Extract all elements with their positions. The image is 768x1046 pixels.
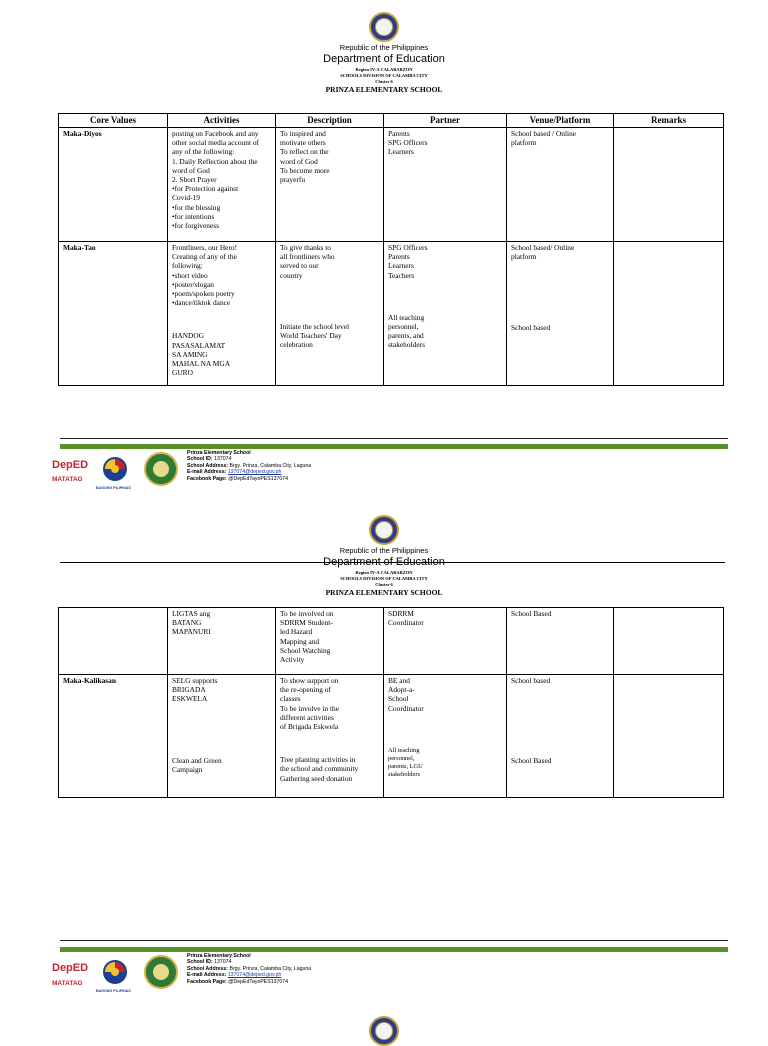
- cell-text: Teachers: [388, 270, 415, 280]
- core-value-cell: Maka-Tao: [59, 242, 168, 386]
- cell-text: Learners: [388, 147, 414, 157]
- cell-text: MAPANURI: [172, 627, 211, 637]
- matatag-logo: MATATAG: [52, 980, 83, 987]
- cell-text: BATANG: [172, 618, 202, 628]
- cell-text: 2. Short Prayer: [172, 175, 217, 185]
- partner-cell: [384, 675, 507, 798]
- cell-text: SA AMING: [172, 349, 208, 359]
- cell-text: motivate others: [280, 138, 326, 148]
- header-venue: Venue/Platform: [507, 114, 614, 128]
- activities-cell: [168, 242, 276, 386]
- cell-text: platform: [511, 138, 537, 148]
- description-cell: [276, 128, 384, 242]
- cell-text: personnel,: [388, 754, 415, 762]
- footer-email: E-mail Address: 137074@deped.gov.ph: [187, 972, 282, 979]
- table-header-row: [59, 114, 724, 128]
- table-row: [59, 608, 724, 675]
- venue-cell: [507, 242, 614, 386]
- remarks-cell: [614, 242, 724, 386]
- cell-text: •for Protection against: [172, 184, 239, 194]
- cell-text: other social media account of: [172, 138, 260, 148]
- school-title: PRINZA ELEMENTARY SCHOOL: [325, 85, 443, 94]
- header-description: Description: [276, 114, 384, 128]
- email-link[interactable]: 137074@deped.gov.ph: [227, 469, 282, 476]
- activities-cell: [168, 608, 276, 675]
- cell-text: School based/ Online: [511, 243, 575, 252]
- footer-address: School Address: Brgy. Prinza, Calamba City, Laguna: [187, 965, 312, 972]
- venue-cell: [507, 128, 614, 242]
- footer-divider: [60, 438, 728, 439]
- footer-green-bar: [60, 444, 728, 449]
- cell-text: To inspired and: [280, 129, 326, 138]
- activities-cell: [168, 128, 276, 242]
- cell-text: School: [388, 694, 409, 704]
- facebook-link[interactable]: @DepEdTayoPES137074: [228, 475, 289, 482]
- cell-text: word of God: [280, 156, 318, 166]
- cell-text: MAHAL NA MGA: [172, 359, 231, 369]
- cell-text: World Teachers' Day: [280, 331, 342, 341]
- cell-text: SPG Officers: [388, 243, 428, 252]
- cell-text: word of God: [172, 165, 210, 175]
- bagong-pilipinas-label: BAGONG PILIPINAS: [96, 989, 131, 993]
- cell-text: following:: [172, 261, 203, 271]
- cell-text: HANDOG: [172, 331, 205, 341]
- cell-text: stakeholders: [388, 340, 425, 350]
- cell-text: Frontliners, our Hero!: [172, 243, 238, 252]
- cell-text: Tree planting activities in: [280, 755, 356, 765]
- department-title: Department of Education: [323, 53, 445, 65]
- cell-text: parents, LGU: [388, 762, 423, 770]
- cell-text: School Based: [511, 609, 552, 618]
- description-cell: [276, 608, 384, 675]
- republic-title: Republic of the Philippines: [339, 43, 429, 52]
- cell-text: the re-opening of: [280, 685, 331, 695]
- cell-text: any of the following:: [172, 147, 235, 157]
- partner-cell: [384, 128, 507, 242]
- matatag-logo: MATATAG: [52, 476, 83, 483]
- table-row: [59, 675, 724, 798]
- division-title: SCHOOLS DIVISION OF CALAMBA CITY: [340, 73, 428, 78]
- cell-text: Mapping and: [280, 636, 320, 646]
- school-title: PRINZA ELEMENTARY SCHOOL: [325, 588, 443, 597]
- region-title: Region IV-A CALABARZON: [355, 67, 413, 72]
- cell-text: Campaign: [172, 764, 203, 774]
- cell-text: ESKWELA: [172, 694, 208, 704]
- cell-text: To reflect on the: [280, 147, 329, 157]
- cell-text: stakeholders: [388, 770, 420, 778]
- remarks-cell: [614, 128, 724, 242]
- partner-cell: [384, 242, 507, 386]
- cell-text: Parents: [388, 129, 410, 138]
- description-cell: [276, 675, 384, 798]
- cluster-title: Cluster 6: [375, 79, 393, 84]
- cell-text: SDRRM Student-: [280, 618, 333, 628]
- footer-school-name: Prinza Elementary School: [187, 450, 251, 456]
- cell-text: Covid-19: [172, 193, 200, 203]
- footer-school-id: School ID: 137074: [187, 959, 232, 966]
- cell-text: of Brigada Eskwela: [280, 722, 339, 732]
- cell-text: SPG Officers: [388, 138, 428, 148]
- cell-text: SELG supports: [172, 676, 218, 685]
- activities-cell: [168, 675, 276, 798]
- cell-text: the school and community: [280, 764, 359, 774]
- cell-text: To show support on: [280, 676, 339, 685]
- footer-info: [187, 450, 311, 482]
- cell-text: To be involve in the: [280, 703, 340, 713]
- cell-text: Learners: [388, 261, 414, 271]
- cell-text: School based: [511, 676, 551, 685]
- deped-logo: DepED: [52, 962, 89, 974]
- cell-text: Creating of any of the: [172, 252, 237, 262]
- cell-text: BRIGADA: [172, 685, 206, 695]
- region-title: Region IV-A CALABARZON: [355, 570, 413, 575]
- cluster-title: Cluster 6: [375, 582, 393, 587]
- header-partner: Partner: [384, 114, 507, 128]
- facebook-link[interactable]: @DepEdTayoPES137074: [228, 978, 289, 985]
- footer-facebook: Facebook Page: @DepEdTayoPES137074: [187, 978, 289, 985]
- republic-title: Republic of the Philippines: [339, 546, 429, 555]
- cell-text: •poem/spoken poetry: [172, 289, 235, 299]
- email-link[interactable]: 137074@deped.gov.ph: [227, 972, 282, 979]
- cell-text: To be involved on: [280, 609, 334, 618]
- cell-text: posting on Facebook and any: [172, 129, 259, 138]
- partner-cell: [384, 608, 507, 675]
- cell-text: All teaching: [388, 746, 420, 754]
- cell-text: BE and: [388, 676, 410, 685]
- remarks-cell: [614, 608, 724, 675]
- description-cell: [276, 242, 384, 386]
- cell-text: To give thanks to: [280, 243, 332, 252]
- header-remarks: Remarks: [614, 114, 724, 128]
- footer-divider: [60, 940, 728, 941]
- core-value-cell: [59, 608, 168, 675]
- bagong-pilipinas-logo-icon: [100, 455, 130, 485]
- footer-email: E-mail Address: 137074@deped.gov.ph: [187, 469, 282, 476]
- cell-text: •dance/tiktok dance: [172, 298, 231, 308]
- cell-text: Clean and Green: [172, 755, 222, 765]
- deped-seal-icon: [369, 515, 399, 545]
- core-value-cell: Maka-Kalikasan: [59, 675, 168, 798]
- cell-text: platform: [511, 252, 537, 262]
- deped-logo: DepED: [52, 459, 89, 471]
- cell-text: •for the blessing: [172, 202, 221, 212]
- footer-school-name: Prinza Elementary School: [187, 953, 251, 959]
- footer-address: School Address: Brgy. Prinza, Calamba City, Laguna: [187, 462, 312, 469]
- cell-text: GURO: [172, 368, 193, 378]
- cell-text: School Based: [511, 756, 552, 766]
- cell-text: •for forgiveness: [172, 221, 219, 231]
- department-title: Department of Education: [323, 556, 445, 568]
- cell-text: parents, and: [388, 331, 424, 341]
- venue-cell: [507, 608, 614, 675]
- venue-cell: [507, 675, 614, 798]
- cell-text: all frontliners who: [280, 252, 335, 262]
- cell-text: Parents: [388, 252, 410, 262]
- cell-text: served to our: [280, 261, 319, 271]
- bagong-pilipinas-label: BAGONG PILIPINAS: [96, 486, 131, 490]
- cell-text: LIGTAS ang: [172, 609, 211, 618]
- cell-text: 1. Daily Reflection about the: [172, 156, 258, 166]
- activity-plan-table-page2: [58, 607, 724, 798]
- cell-text: •poster/slogan: [172, 279, 214, 289]
- bagong-pilipinas-logo-icon: [100, 958, 130, 988]
- deped-seal-icon: [369, 12, 399, 42]
- header-activities: Activities: [168, 114, 276, 128]
- core-value-cell: Maka-Diyos: [59, 128, 168, 242]
- cell-text: School Watching: [280, 645, 331, 655]
- cell-text: •short video: [172, 270, 208, 280]
- school-seal-icon: [144, 955, 178, 989]
- cell-text: •for intentions: [172, 211, 215, 221]
- cell-text: different activities: [280, 712, 334, 722]
- cell-text: All teaching: [388, 312, 425, 322]
- cell-text: prayerfu: [280, 175, 306, 185]
- division-title: SCHOOLS DIVISION OF CALAMBA CITY: [340, 576, 428, 581]
- cell-text: Adopt-a-: [388, 685, 415, 695]
- cell-text: SDRRM: [388, 609, 414, 618]
- cell-text: School based / Online: [511, 129, 577, 138]
- cell-text: Gathering seed donation: [280, 773, 353, 783]
- cell-text: School based: [511, 323, 551, 333]
- school-seal-icon: [144, 452, 178, 486]
- footer-info: [187, 953, 311, 985]
- cell-text: led Hazard: [280, 627, 313, 637]
- table-row: [59, 242, 724, 386]
- remarks-cell: [614, 675, 724, 798]
- cell-text: personnel,: [388, 322, 419, 332]
- deped-seal-icon: [369, 1016, 399, 1046]
- cell-text: classes: [280, 694, 301, 704]
- footer-green-bar: [60, 947, 728, 952]
- footer-facebook: Facebook Page: @DepEdTayoPES137074: [187, 475, 289, 482]
- cell-text: celebration: [280, 340, 313, 350]
- cell-text: Coordinator: [388, 618, 424, 628]
- cell-text: Activity: [280, 655, 305, 665]
- cell-text: To become more: [280, 165, 330, 175]
- header-core-values: Core Values: [59, 114, 168, 128]
- table-row: [59, 128, 724, 242]
- cell-text: Initiate the school level: [280, 321, 350, 331]
- cell-text: PASASALAMAT: [172, 340, 226, 350]
- footer-school-id: School ID: 137074: [187, 456, 232, 463]
- activity-plan-table-page1: [58, 113, 724, 386]
- cell-text: Coordinator: [388, 703, 424, 713]
- cell-text: country: [280, 270, 303, 280]
